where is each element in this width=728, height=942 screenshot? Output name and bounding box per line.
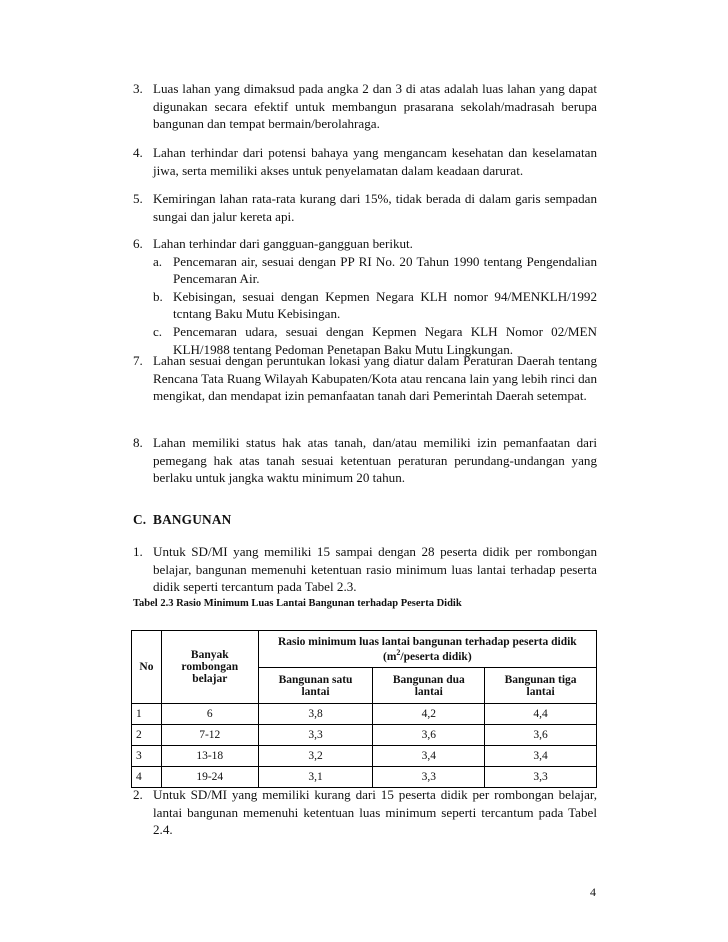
list-text: Lahan terhindar dari potensi bahaya yang mengancam kesehatan dan keselamatan jiwa, serta memiliki akses untuk penyelamatan dalam keadaan darurat. (153, 145, 597, 178)
sub-text: Pencemaran air, sesuai dengan PP RI No. 20 Tahun 1990 tentang Pengendalian Pencemaran Air. (173, 253, 597, 287)
section-title: BANGUNAN (153, 512, 232, 527)
cell-rombel: 6 (161, 704, 258, 725)
header-no: No (132, 631, 162, 704)
table-caption: Tabel 2.3 Rasio Minimum Luas Lantai Bangunan terhadap Peserta Didik (133, 598, 462, 609)
cell-c3: 3,4 (485, 746, 597, 767)
list-item-4 (133, 144, 597, 179)
list-item-3 (133, 80, 597, 133)
section-letter: C. (133, 512, 147, 527)
cell-rombel: 13-18 (161, 746, 258, 767)
cell-c3: 3,6 (485, 725, 597, 746)
cell-rombel: 7-12 (161, 725, 258, 746)
ratio-table (131, 630, 597, 788)
list-text: Untuk SD/MI yang memiliki kurang dari 15 peserta didik per rombongan belajar, lantai bangunan memenuhi ketentuan luas minimum seperti tercantum pada Tabel 2.4. (153, 787, 597, 838)
list-number: 3. (133, 81, 143, 96)
header-col3 (485, 668, 597, 704)
list-number: 8. (133, 435, 143, 450)
cell-c3: 3,3 (485, 767, 597, 788)
table-row (132, 725, 597, 746)
list-item-7 (133, 352, 597, 405)
cell-c1: 3,1 (258, 767, 373, 788)
cell-no: 1 (132, 704, 162, 725)
list-text: Luas lahan yang dimaksud pada angka 2 dan 3 di atas adalah luas lahan yang dapat digunakan secara efektif untuk membangun prasarana sekolah/madrasah berupa bangunan dan tempat bermain/berolahraga. (153, 81, 597, 132)
header-rombel (161, 631, 258, 704)
header-col2-text: Bangunan dua lantai (392, 673, 465, 698)
cell-c2: 4,2 (373, 704, 485, 725)
sub-item-b (153, 288, 597, 323)
list-number: 6. (133, 236, 143, 251)
section-heading (133, 512, 231, 528)
sub-label: b. (153, 288, 163, 304)
section-item-1 (133, 543, 597, 596)
header-col3-text: Bangunan tiga lantai (504, 673, 577, 698)
cell-no: 4 (132, 767, 162, 788)
list-item-5 (133, 190, 597, 225)
sub-text: Pencemaran udara, sesuai dengan Kepmen Negara KLH Nomor 02/MEN KLH/1988 tentang Pedoman Penetapan Baku Mutu Lingkungan. (173, 323, 597, 357)
list-text: Lahan terhindar dari gangguan-gangguan berikut. (153, 236, 413, 251)
table-row (132, 746, 597, 767)
list-number: 1. (133, 544, 143, 559)
cell-c2: 3,3 (373, 767, 485, 788)
table-row (132, 704, 597, 725)
cell-c1: 3,3 (258, 725, 373, 746)
page-number: 4 (590, 885, 596, 899)
header-col1-text: Bangunan satu lantai (278, 673, 353, 698)
cell-no: 3 (132, 746, 162, 767)
list-text: Untuk SD/MI yang memiliki 15 sampai dengan 28 peserta didik per rombongan belajar, bangunan memenuhi ketentuan rasio minimum luas lantai terhadap peserta didik seperti tercantum pada Tabel 2.3. (153, 544, 597, 595)
cell-c2: 3,4 (373, 746, 485, 767)
list-text: Kemiringan lahan rata-rata kurang dari 15%, tidak berada di dalam garis sempadan sungai dan jalur kereta api. (153, 191, 597, 224)
list-item-8 (133, 434, 597, 487)
list-text: Lahan memiliki status hak atas tanah, dan/atau memiliki izin pemanfaatan dari pemegang hak atas tanah sesuai ketentuan peraturan perundang-undangan yang berlaku untuk jangka waktu minimum 20 tahun. (153, 435, 597, 486)
header-col1 (258, 668, 373, 704)
header-group-main: Rasio minimum luas lantai bangunan terhadap peserta didik (277, 635, 577, 648)
sub-label: c. (153, 323, 163, 339)
cell-no: 2 (132, 725, 162, 746)
cell-c1: 3,8 (258, 704, 373, 725)
sub-item-a (153, 253, 597, 288)
section-item-2 (133, 786, 597, 839)
header-group-unit-pre: (m (382, 650, 397, 663)
list-number: 5. (133, 191, 143, 206)
header-group-unit-post: /peserta didik) (400, 650, 472, 663)
list-number: 2. (133, 787, 143, 802)
cell-c1: 3,2 (258, 746, 373, 767)
header-group (258, 631, 596, 668)
header-group-unit-sup: 2 (396, 647, 401, 657)
header-rombel-text: Banyak rombongan belajar (181, 649, 239, 685)
list-number: 4. (133, 145, 143, 160)
list-item-6 (133, 235, 597, 358)
cell-c2: 3,6 (373, 725, 485, 746)
list-number: 7. (133, 353, 143, 368)
cell-c3: 4,4 (485, 704, 597, 725)
table-row (132, 767, 597, 788)
header-col2 (373, 668, 485, 704)
cell-rombel: 19-24 (161, 767, 258, 788)
sub-label: a. (153, 253, 163, 269)
sub-text: Kebisingan, sesuai dengan Kepmen Negara KLH nomor 94/MENKLH/1992 tcntang Baku Mutu Kebisingan. (173, 288, 597, 322)
list-text: Lahan sesuai dengan peruntukan lokasi yang diatur dalam Peraturan Daerah tentang Rencana Tata Ruang Wilayah Kabupaten/Kota atau rencana lain yang lebih rinci dan mengikat, dan mendapat izin pemanfaatan tanah dari Pemerintah Daerah setempat. (153, 353, 597, 404)
